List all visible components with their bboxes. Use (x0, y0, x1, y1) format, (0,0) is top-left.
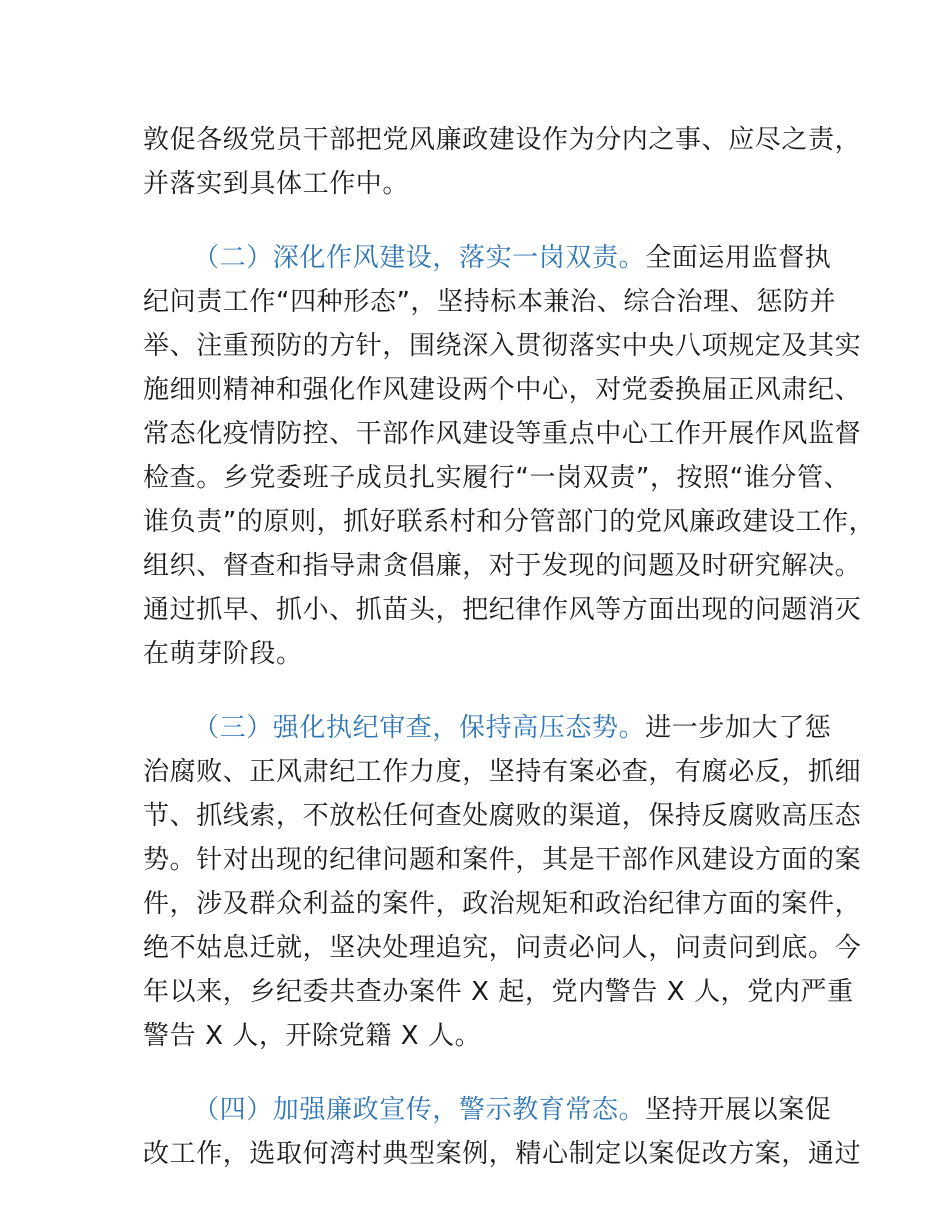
paragraph-line: 节、抓线索，不放松任何查处腐败的渠道，保持反腐败高压态 (143, 801, 862, 831)
paragraph-line: 在萌芽阶段。 (143, 639, 303, 669)
section-heading-line (193, 1088, 831, 1132)
paragraph-line: 举、注重预防的方针，围绕深入贯彻落实中央八项规定及其实 (143, 331, 862, 361)
paragraph-line: 件，涉及群众利益的案件，政治规矩和政治纪律方面的案件， (143, 889, 862, 919)
paragraph-line: 通过抓早、抓小、抓苗头，把纪律作风等方面出现的问题消灭 (143, 595, 862, 625)
paragraph-line: 敦促各级党员干部把党风廉政建设作为分内之事、应尽之责， (143, 125, 862, 155)
paragraph-line: 警告 X 人，开除党籍 X 人。 (143, 1021, 482, 1051)
paragraph-line: 年以来，乡纪委共查办案件 X 起，党内警告 X 人，党内严重 (143, 977, 854, 1007)
paragraph-line: 改工作，选取何湾村典型案例，精心制定以案促改方案，通过 (143, 1139, 862, 1169)
section-heading: （四）加强廉政宣传，警示教育常态。 (193, 1095, 646, 1125)
paragraph-line: 绝不姑息迁就，坚决处理追究，问责必问人，问责问到底。今 (143, 933, 862, 963)
paragraph-line: 检查。乡党委班子成员扎实履行“一岗双责”，按照“谁分管、 (143, 463, 851, 493)
paragraph-line: 势。针对出现的纪律问题和案件，其是干部作风建设方面的案 (143, 845, 862, 875)
section-heading: （三）强化执纪审查，保持高压态势。 (193, 713, 646, 743)
paragraph-line: 治腐败、正风肃纪工作力度，坚持有案必查，有腐必反，抓细 (143, 757, 862, 787)
section-heading-line (193, 706, 831, 750)
paragraph-line: 组织、督查和指导肃贪倡廉，对于发现的问题及时研究解决。 (143, 551, 862, 581)
paragraph-text: 全面运用监督执 (645, 243, 832, 273)
paragraph-line: 纪问责工作“四种形态”，坚持标本兼治、综合治理、惩防并 (143, 287, 837, 317)
paragraph-line: 施细则精神和强化作风建设两个中心，对党委换届正风肃纪、 (143, 375, 862, 405)
paragraph-text: 进一步加大了惩 (645, 713, 832, 743)
paragraph-line: 常态化疫情防控、干部作风建设等重点中心工作开展作风监督 (143, 419, 862, 449)
section-heading-line (193, 236, 831, 280)
paragraph-line: 并落实到具体工作中。 (143, 169, 410, 199)
paragraph-line: 谁负责”的原则，抓好联系村和分管部门的党风廉政建设工作， (143, 507, 876, 537)
section-heading: （二）深化作风建设，落实一岗双责。 (193, 243, 646, 273)
paragraph-text: 坚持开展以案促 (645, 1095, 832, 1125)
